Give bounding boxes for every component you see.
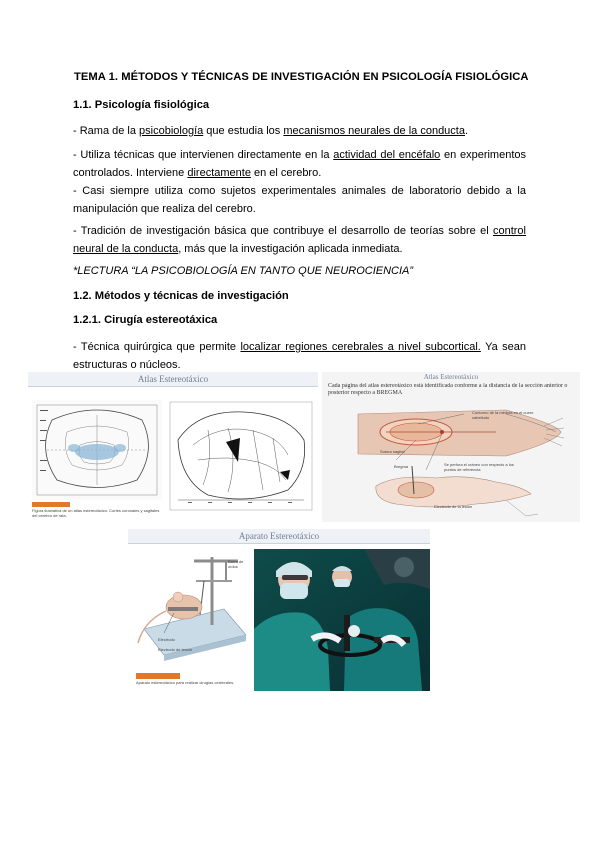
text-fragment: - Utiliza técnicas que intervienen directamente en la bbox=[73, 149, 334, 161]
text-fragment: , más que la investigación aplicada inmediata. bbox=[178, 243, 403, 255]
figure-caption: Figura ilustrativa de un atlas estereotáxico. Cortes coronales y sagitales del cerebro de rata. bbox=[32, 508, 160, 518]
underlined-term: neural de la conducta bbox=[73, 243, 179, 255]
text-fragment: en el cerebro. bbox=[250, 167, 322, 179]
caption-label-bar bbox=[32, 502, 70, 507]
paragraph-tecnicas bbox=[73, 146, 526, 182]
text-fragment: controlados. Interviene bbox=[73, 167, 188, 179]
subsection-heading-1-2-1: 1.2.1. Cirugía estereotáxica bbox=[73, 314, 218, 326]
section-heading-1-1: 1.1. Psicología fisiológica bbox=[73, 99, 210, 111]
text-fragment: en experimentos bbox=[440, 149, 526, 161]
paragraph-sujetos bbox=[73, 182, 526, 218]
figure-title: Atlas Estereotáxico bbox=[28, 372, 318, 387]
section-heading-1-2: 1.2. Métodos y técnicas de investigación bbox=[73, 290, 289, 302]
text-line: - Casi siempre utiliza como sujetos experimentales animales de laboratorio debido a la bbox=[73, 185, 526, 197]
surgery-photo bbox=[254, 549, 430, 691]
diagram-label: Sutura sagital bbox=[380, 449, 405, 454]
text-fragment: - Tradición de investigación básica que contribuye el desarrollo de teorías sobre el bbox=[73, 225, 493, 237]
paragraph-cirugia bbox=[73, 338, 526, 374]
underlined-term: mecanismos neurales de la conducta bbox=[283, 125, 465, 137]
stereotaxic-apparatus-drawing bbox=[134, 551, 252, 673]
apparatus-label: Electrodo bbox=[158, 637, 175, 642]
caption-label-bar bbox=[136, 673, 180, 679]
text-fragment: que estudia los bbox=[203, 125, 284, 137]
text-fragment: . bbox=[464, 125, 469, 137]
coronal-section-drawing bbox=[32, 400, 162, 500]
paragraph-tradicion bbox=[73, 222, 526, 258]
diagram-label: Bregma bbox=[394, 464, 409, 469]
atlas-figure-right bbox=[322, 372, 580, 522]
page-title: TEMA 1. MÉTODOS Y TÉCNICAS DE INVESTIGACIÓN EN PSICOLOGÍA FISIOLÓGICA bbox=[74, 71, 529, 83]
text-fragment: - Rama de la bbox=[73, 125, 140, 137]
text-fragment: Ya sean bbox=[480, 341, 527, 353]
diagram-label: Electrodo de la lesión bbox=[434, 504, 473, 509]
apparatus-figure bbox=[128, 529, 430, 691]
text-line: estructuras o núcleos. bbox=[73, 359, 181, 371]
underlined-term: actividad del encéfalo bbox=[333, 149, 441, 161]
underlined-term: directamente bbox=[187, 167, 251, 179]
underlined-term: psicobiología bbox=[139, 125, 204, 137]
text-fragment: - Técnica quirúrgica que permite bbox=[73, 341, 241, 353]
figure-description: Cada página del atlas estereotáxico está identificada conforme a la distancia de la sección anterior o posterior respecto a BREGMA bbox=[328, 383, 568, 396]
figure-caption: Aparato estereotáxico para realizar cirugías cerebrales. bbox=[136, 680, 235, 685]
text-line: manipulación que realiza del cerebro. bbox=[73, 203, 256, 215]
underlined-term: localizar regiones cerebrales a nivel subcortical. bbox=[240, 341, 481, 353]
diagram-label: Se perfora el cráneo con respecto a los puntos de referencia bbox=[444, 462, 514, 472]
atlas-figure-left bbox=[28, 372, 318, 522]
paragraph-rama bbox=[73, 122, 526, 140]
figure-title: Aparato Estereotáxico bbox=[128, 529, 430, 544]
diagram-label: Contorno de la médula en el cuero cabelludo bbox=[472, 410, 534, 420]
underlined-term: control bbox=[492, 225, 526, 237]
figure-title: Atlas Estereotáxico bbox=[322, 372, 580, 382]
apparatus-label: Barra de oídos bbox=[228, 559, 244, 569]
reading-note: *LECTURA “LA PSICOBIOLOGÍA EN TANTO QUE NEUROCIENCIA” bbox=[73, 265, 414, 277]
sagittal-section-drawing bbox=[168, 400, 314, 512]
apparatus-label: Electrodo de lesión bbox=[158, 647, 193, 652]
